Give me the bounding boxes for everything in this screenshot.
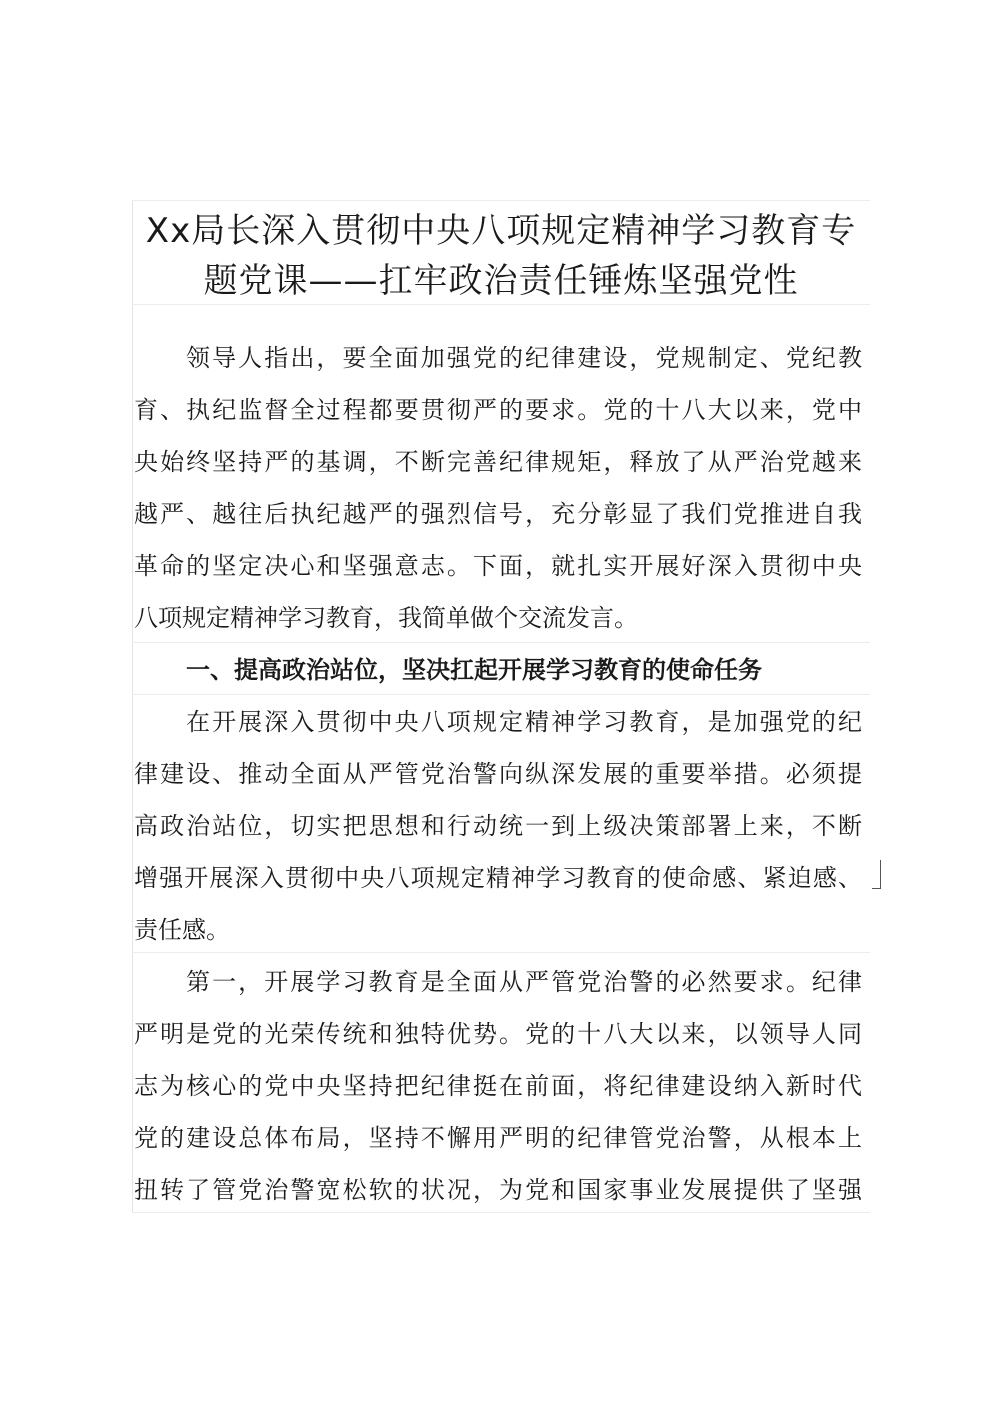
- paragraph-2-line-4: 增强开展深入贯彻中央八项规定精神学习教育的使命感、紧迫感、: [134, 864, 862, 892]
- paragraph-1-line-5: 革命的坚定决心和坚强意志。下面，就扎实开展好深入贯彻中央: [134, 552, 862, 580]
- paragraph-3-line-2: 严明是党的光荣传统和独特优势。党的十八大以来，以领导人同: [134, 1020, 862, 1048]
- paragraph-1-line-6: 八项规定精神学习教育，我简单做个交流发言。: [134, 604, 638, 632]
- paragraph-2-line-3: 高政治站位，切实把思想和行动统一到上级决策部署上来，不断: [134, 812, 862, 840]
- page-frame-left-line: [132, 200, 133, 1212]
- document-title-line-1: Xx局长深入贯彻中央八项规定精神学习教育专: [145, 211, 857, 251]
- paragraph-3-line-5: 扭转了管党治警宽松软的状况，为党和国家事业发展提供了坚强: [134, 1176, 862, 1204]
- paragraph-2-line-5: 责任感。: [134, 916, 230, 944]
- paragraph-1-line-3: 央始终坚持严的基调，不断完善纪律规矩，释放了从严治党越来: [134, 448, 862, 476]
- margin-bracket-mark: [872, 860, 881, 889]
- paragraph-3-line-1: 第一，开展学习教育是全面从严管党治警的必然要求。纪律: [186, 968, 862, 996]
- paragraph-1-line-4: 越严、越往后执纪越严的强烈信号，充分彰显了我们党推进自我: [134, 500, 862, 528]
- paragraph-2-line-1: 在开展深入贯彻中央八项规定精神学习教育，是加强党的纪: [186, 708, 862, 736]
- document-title-line-2: 题党课——扛牢政治责任锤炼坚强党性: [203, 261, 799, 301]
- paragraph-3-line-3: 志为核心的党中央坚持把纪律挺在前面，将纪律建设纳入新时代: [134, 1072, 862, 1100]
- section-heading-1: 一、提高政治站位，坚决扛起开展学习教育的使命任务: [186, 656, 762, 684]
- paragraph-1-line-1: 领导人指出，要全面加强党的纪律建设，党规制定、党纪教: [186, 344, 862, 372]
- page-frame-top-line: [132, 200, 870, 201]
- paragraph-3-line-4: 党的建设总体布局，坚持不懈用严明的纪律管党治警，从根本上: [134, 1124, 862, 1152]
- paragraph-1-line-2: 育、执纪监督全过程都要贯彻严的要求。党的十八大以来，党中: [134, 396, 862, 424]
- paragraph-2-line-2: 律建设、推动全面从严管党治警向纵深发展的重要举措。必须提: [134, 760, 862, 788]
